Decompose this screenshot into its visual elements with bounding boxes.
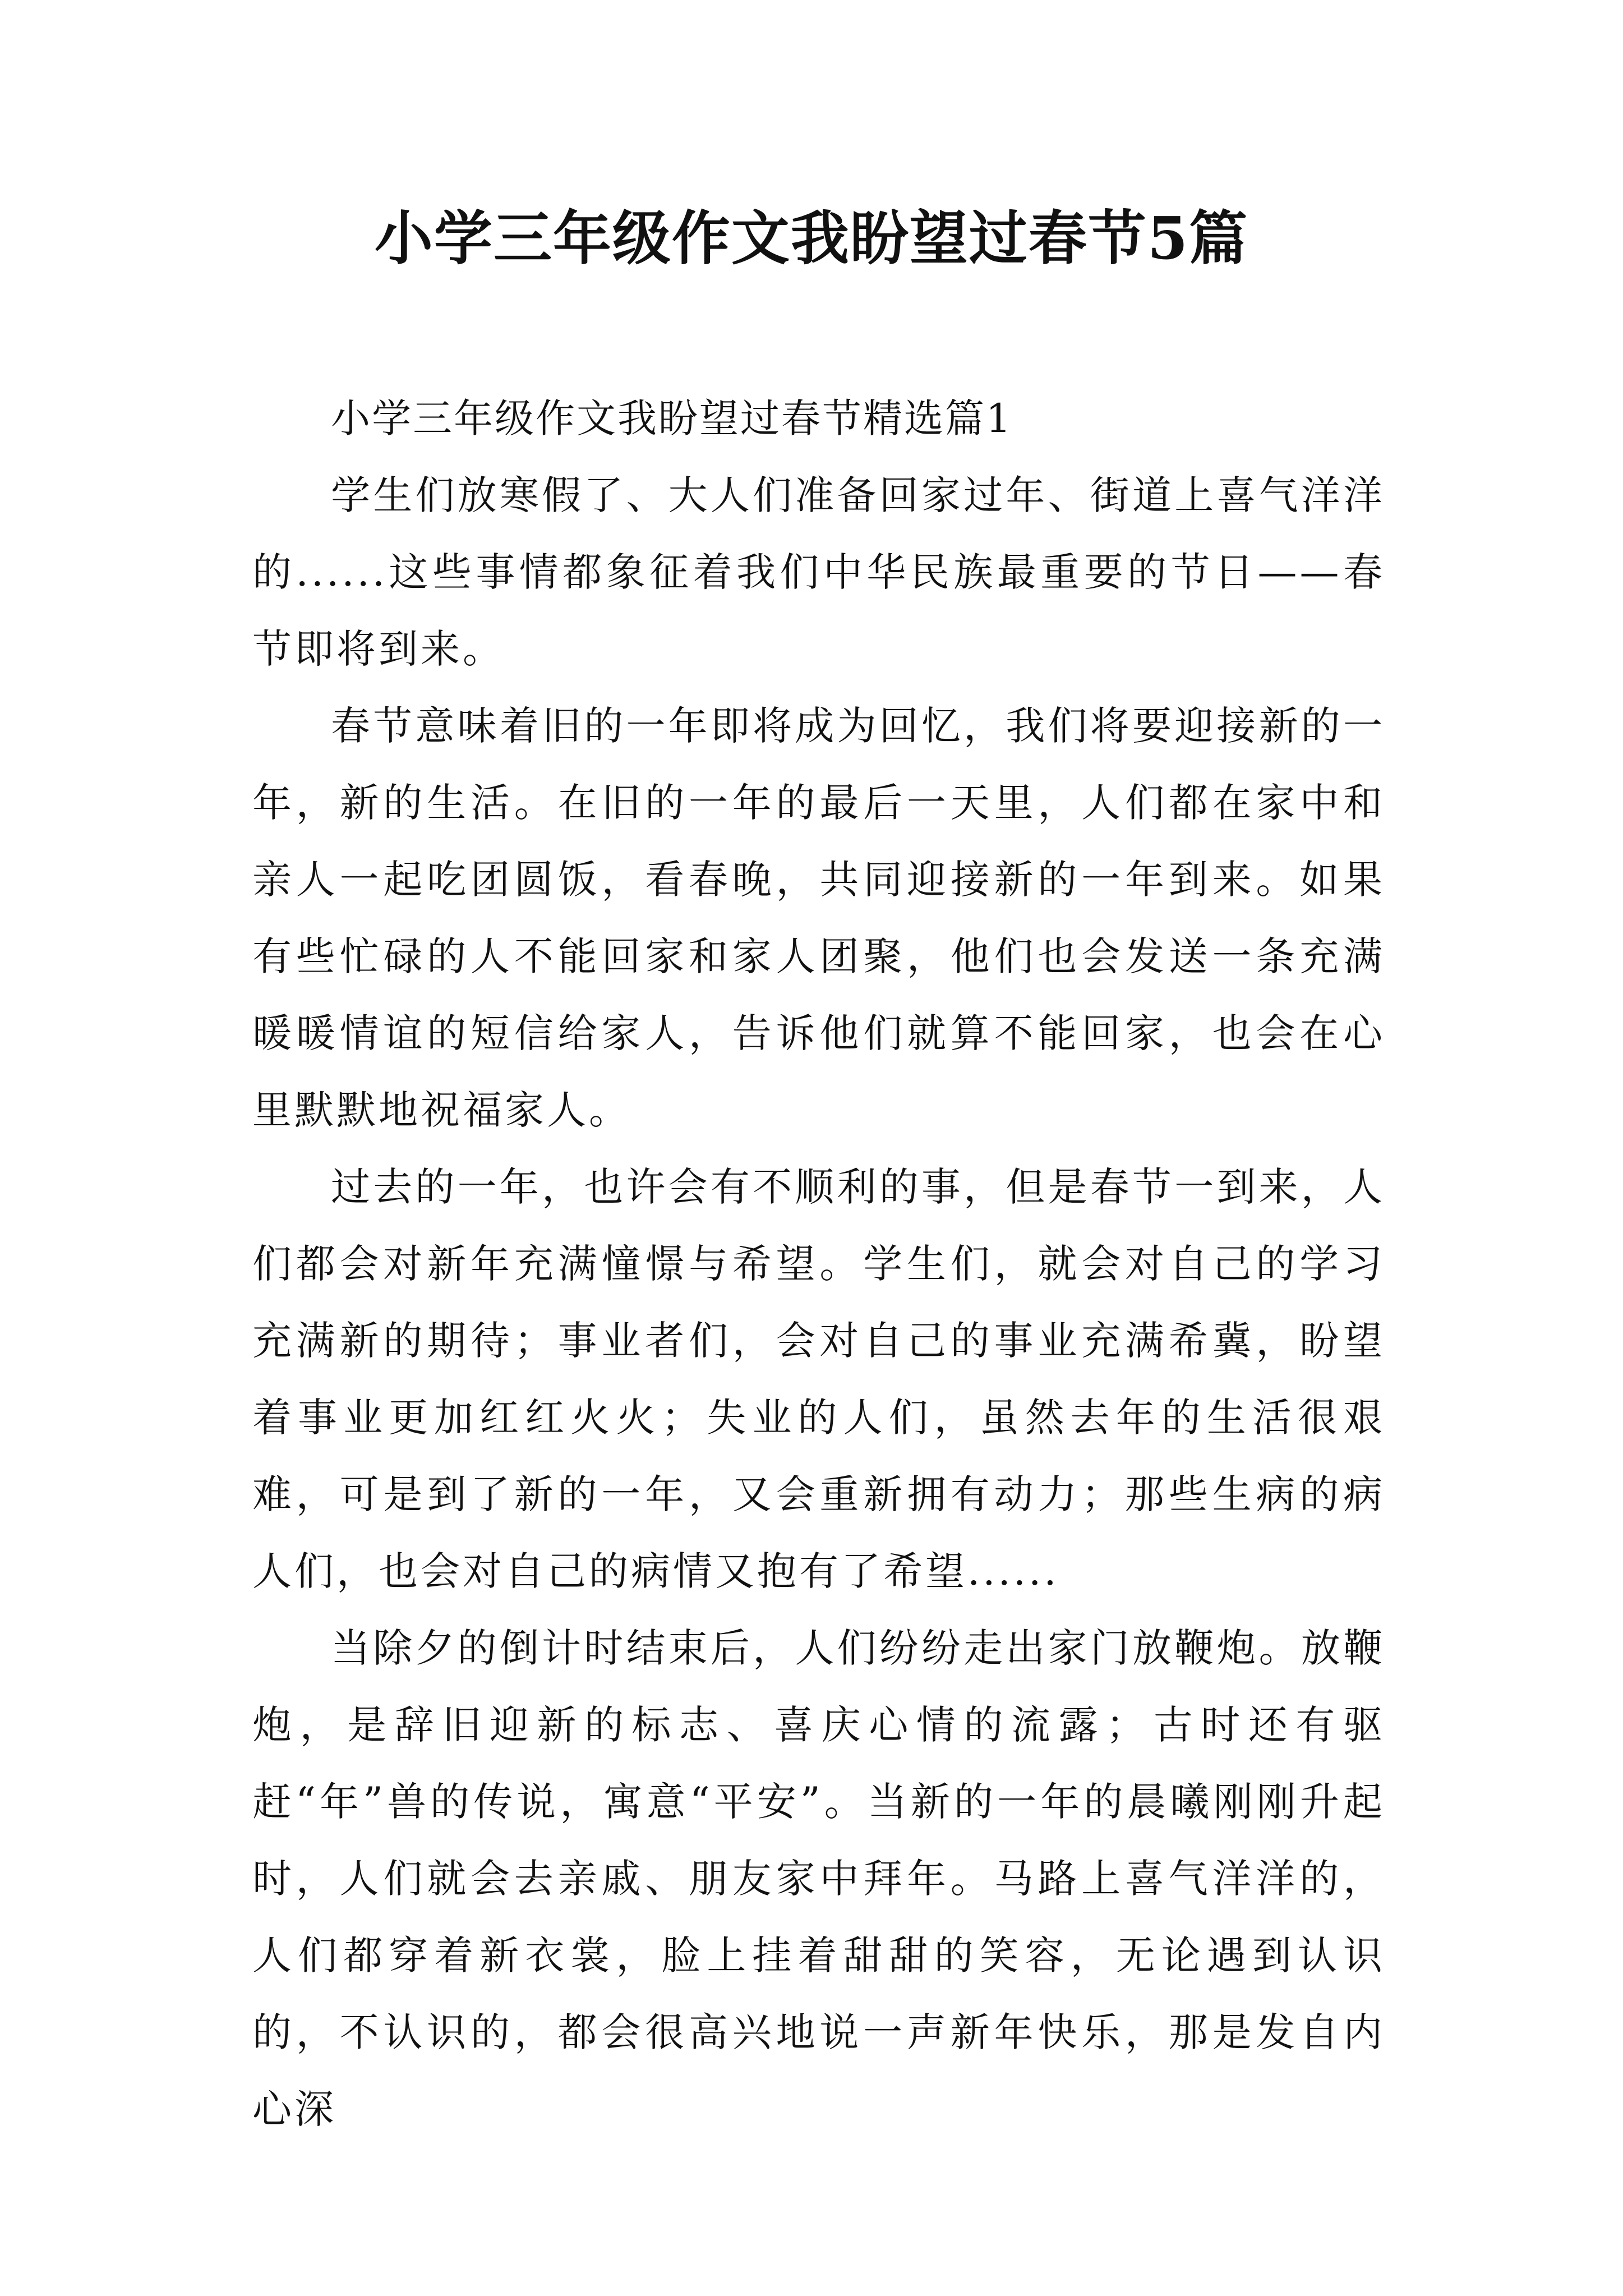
paragraph-2: 春节意味着旧的一年即将成为回忆，我们将要迎接新的一年，新的生活。在旧的一年的最后一天里，人们都在家中和亲人一起吃团圆饭，看春晚，共同迎接新的一年到来。如果有些忙碌的人不能回家和家人团聚，他们也会发送一条充满暖暖情谊的短信给家人，告诉他们就算不能回家，也会在心里默默地祝福家人。 (252, 703, 1385, 1133)
document-title: 小学三年级作文我盼望过春节5篇 (374, 204, 1249, 273)
paragraph-1: 学生们放寒假了、大人们准备回家过年、街道上喜气洋洋的......这些事情都象征着我们中华民族最重要的节日——春节即将到来。 (252, 472, 1385, 672)
paragraph-4: 当除夕的倒计时结束后，人们纷纷走出家门放鞭炮。放鞭炮，是辞旧迎新的标志、喜庆心情的流露；古时还有驱赶“年”兽的传说，寓意“平安”。当新的一年的晨曦刚刚升起时，人们就会去亲戚、朋友家中拜年。马路上喜气洋洋的，人们都穿着新衣裳，脸上挂着甜甜的笑容，无论遇到认识的，不认识的，都会很高兴地说一声新年快乐，那是发自内心深 (252, 1625, 1385, 2132)
document-body (252, 380, 1385, 2148)
section-heading: 小学三年级作文我盼望过春节精选篇1 (331, 395, 1013, 441)
paragraph-3: 过去的一年，也许会有不顺利的事，但是春节一到来，人们都会对新年充满憧憬与希望。学生们，就会对自己的学习充满新的期待；事业者们，会对自己的事业充满希冀，盼望着事业更加红红火火；失业的人们，虽然去年的生活很艰难，可是到了新的一年，又会重新拥有动力；那些生病的病人们，也会对自己的病情又抱有了希望...... (252, 1164, 1385, 1594)
